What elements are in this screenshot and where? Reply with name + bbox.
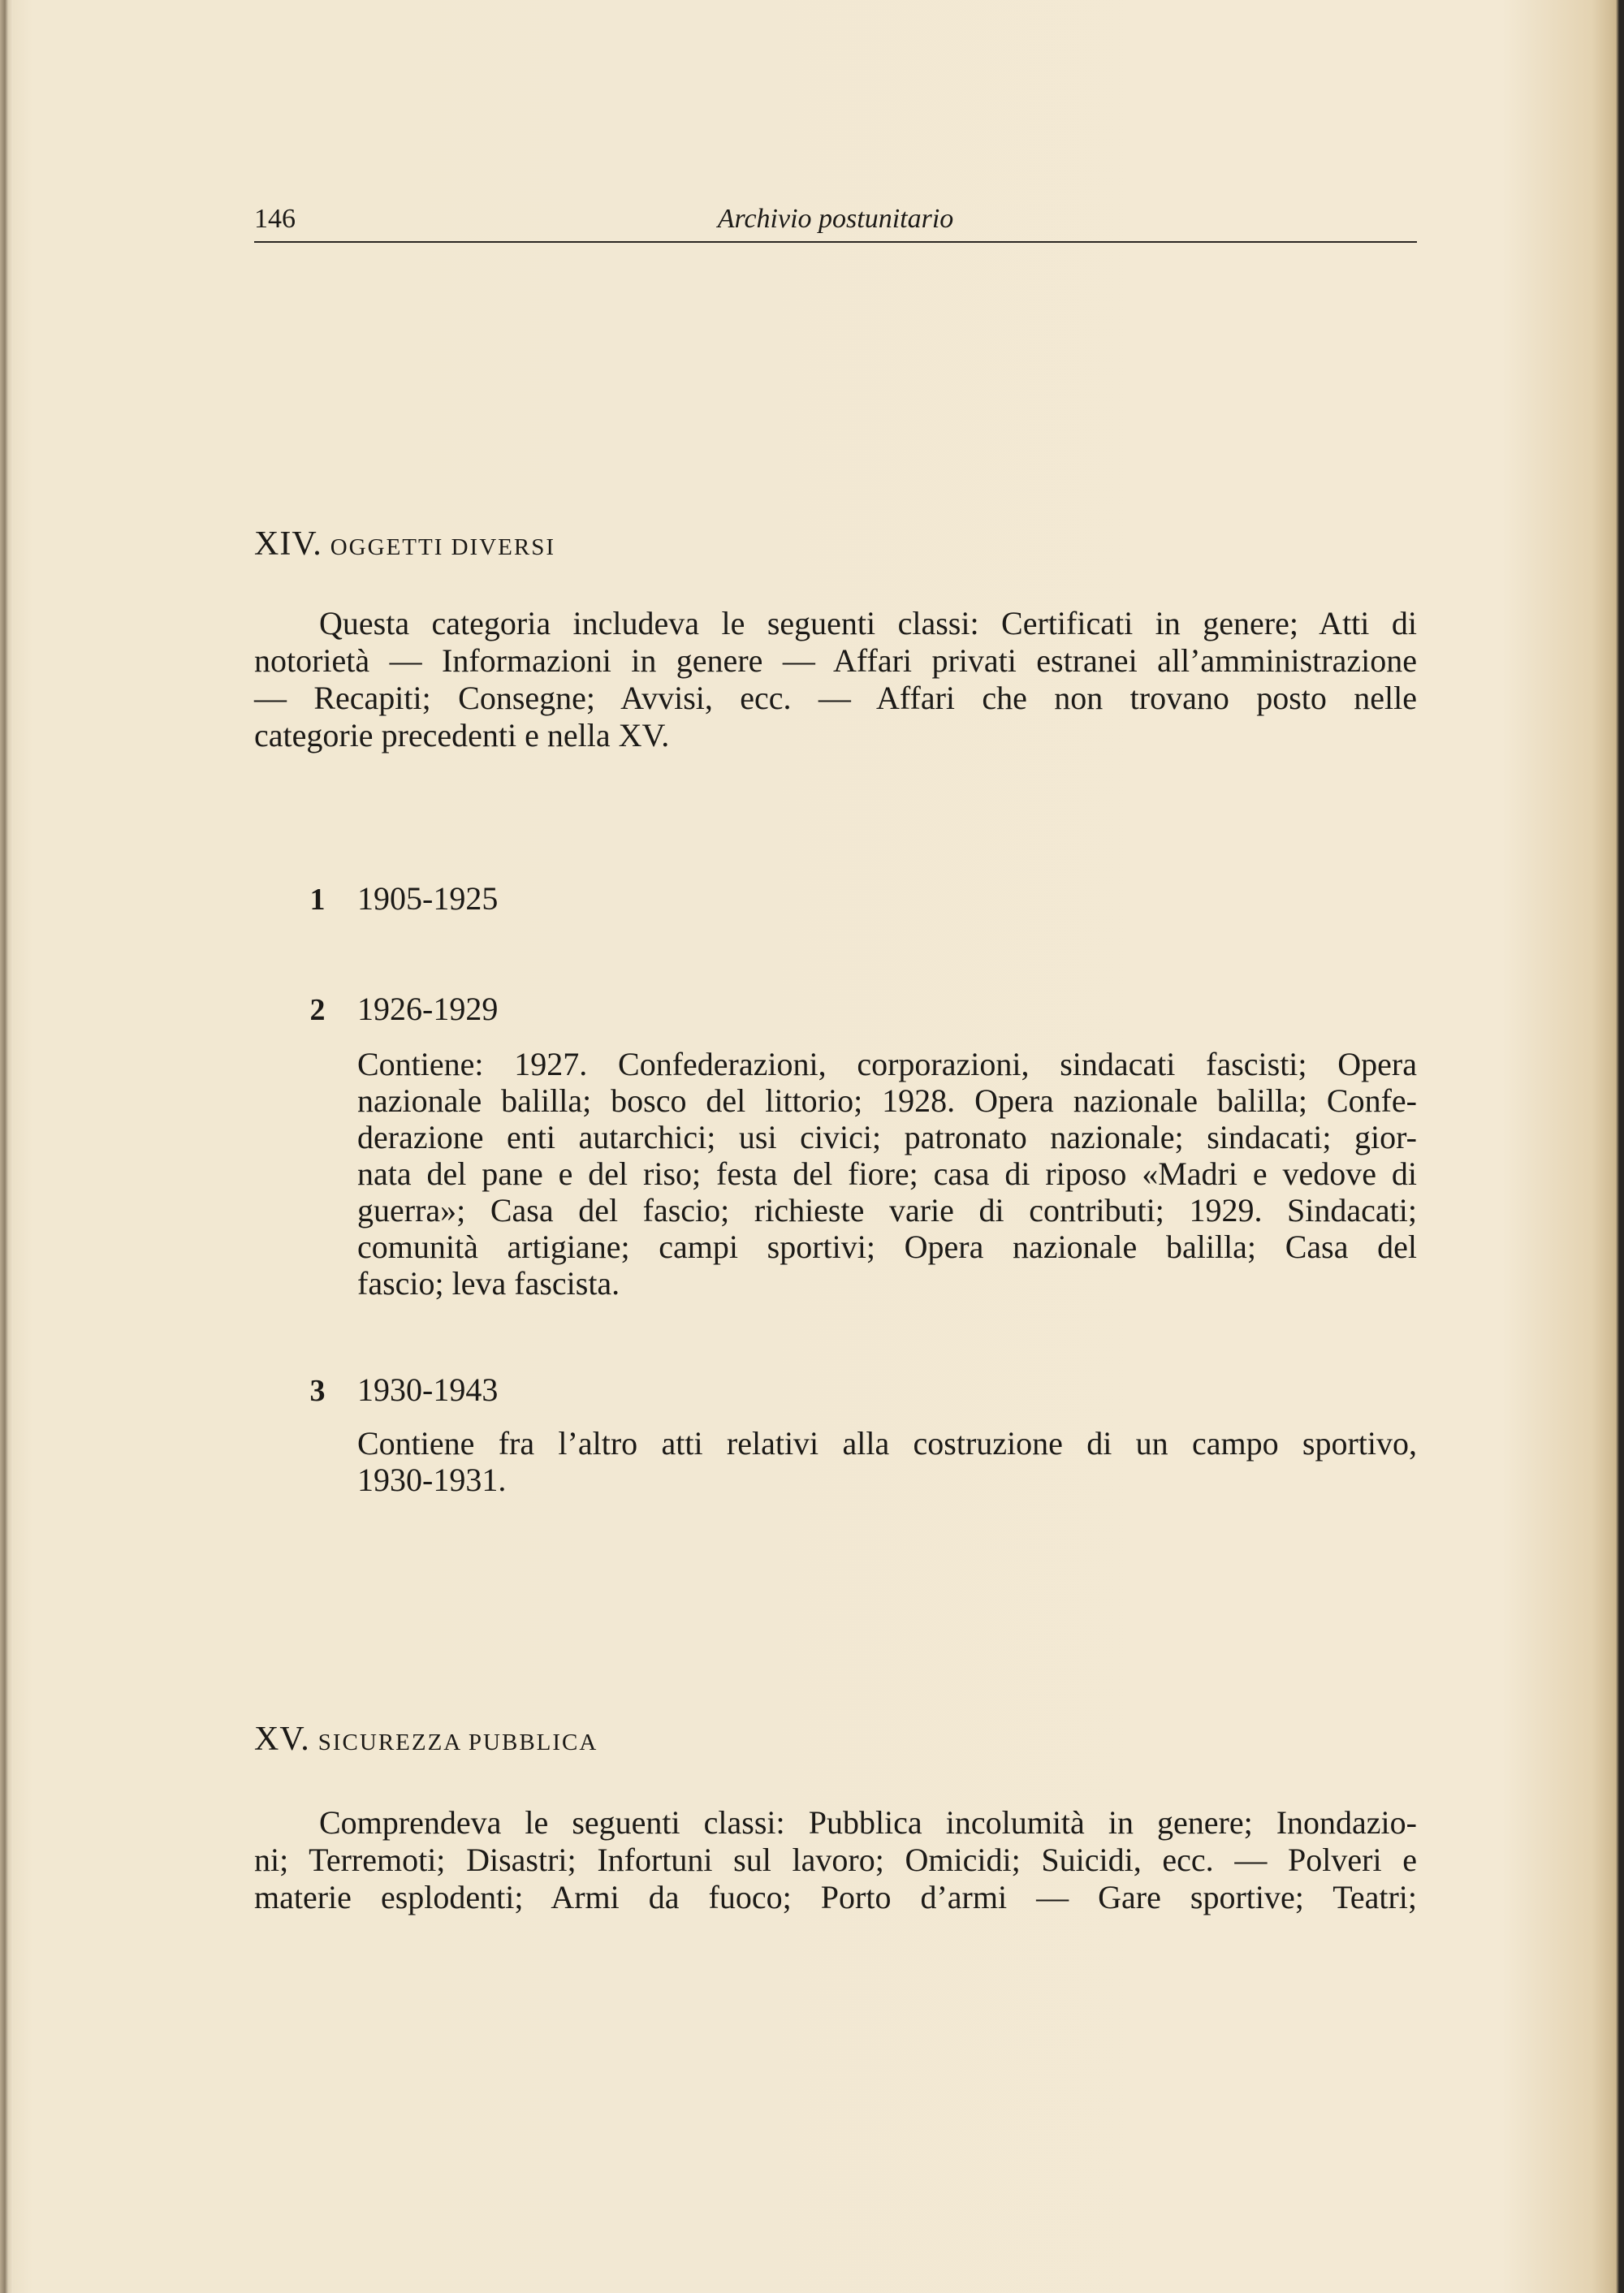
running-head bbox=[254, 201, 1417, 241]
description-line: Contiene fra l’altro atti relativi alla costruzione di un campo sportivo, bbox=[357, 1425, 1417, 1462]
section-xiv-intro bbox=[254, 605, 1417, 754]
running-title: Archivio postunitario bbox=[717, 204, 954, 234]
section-title: SICUREZZA PUBBLICA bbox=[317, 1729, 598, 1755]
description-line: guerra»; Casa del fascio; richieste varie di contributi; 1929. Sindacati; bbox=[357, 1192, 1417, 1229]
section-numeral: XV. bbox=[254, 1721, 310, 1758]
intro-line: materie esplodenti; Armi da fuoco; Porto d’armi — Gare sportive; Teatri; bbox=[254, 1879, 1417, 1915]
description-line: fascio; leva fascista. bbox=[357, 1265, 620, 1302]
entry-description bbox=[357, 1046, 1417, 1302]
description-line: nazionale balilla; bosco del littorio; 1928. Opera nazionale balilla; Confe- bbox=[357, 1082, 1417, 1119]
entry-number: 2 bbox=[309, 993, 326, 1027]
section-heading-xiv bbox=[254, 525, 555, 564]
entry-number: 1 bbox=[309, 883, 326, 917]
intro-line: — Recapiti; Consegne; Avvisi, ecc. — Affari che non trovano posto nelle bbox=[254, 680, 1417, 716]
entry-dates: 1905-1925 bbox=[357, 880, 499, 917]
section-numeral: XIV. bbox=[254, 525, 322, 563]
description-line: 1930-1931. bbox=[357, 1462, 507, 1498]
intro-line: categorie precedenti e nella XV. bbox=[254, 717, 670, 754]
intro-line: notorietà — Informazioni in genere — Affari privati estranei all’amministrazione bbox=[254, 642, 1417, 679]
description-line: comunità artigiane; campi sportivi; Opera nazionale balilla; Casa del bbox=[357, 1229, 1417, 1265]
entry-number: 3 bbox=[309, 1374, 326, 1408]
description-line: Contiene: 1927. Confederazioni, corporazioni, sindacati fascisti; Opera bbox=[357, 1046, 1417, 1082]
description-line: derazione enti autarchici; usi civici; patronato nazionale; sindacati; gior- bbox=[357, 1119, 1417, 1155]
entry-dates: 1926-1929 bbox=[357, 991, 499, 1027]
intro-line: Questa categoria includeva le seguenti classi: Certificati in genere; Atti di bbox=[319, 605, 1417, 641]
intro-line: ni; Terremoti; Disastri; Infortuni sul lavoro; Omicidi; Suicidi, ecc. — Polveri e bbox=[254, 1842, 1417, 1878]
section-heading-xv bbox=[254, 1720, 598, 1759]
section-title: OGGETTI DIVERSI bbox=[330, 534, 555, 560]
intro-line: Comprendeva le seguenti classi: Pubblica incolumità in genere; Inondazio- bbox=[319, 1804, 1417, 1841]
section-xv-intro bbox=[254, 1804, 1417, 1916]
description-line: nata del pane e del riso; festa del fiore; casa di riposo «Madri e vedove di bbox=[357, 1155, 1417, 1192]
header-rule bbox=[254, 241, 1417, 243]
page-number: 146 bbox=[254, 204, 296, 234]
entry-dates: 1930-1943 bbox=[357, 1371, 499, 1408]
page-binding-edge bbox=[0, 0, 13, 2293]
entry-description bbox=[357, 1425, 1417, 1498]
